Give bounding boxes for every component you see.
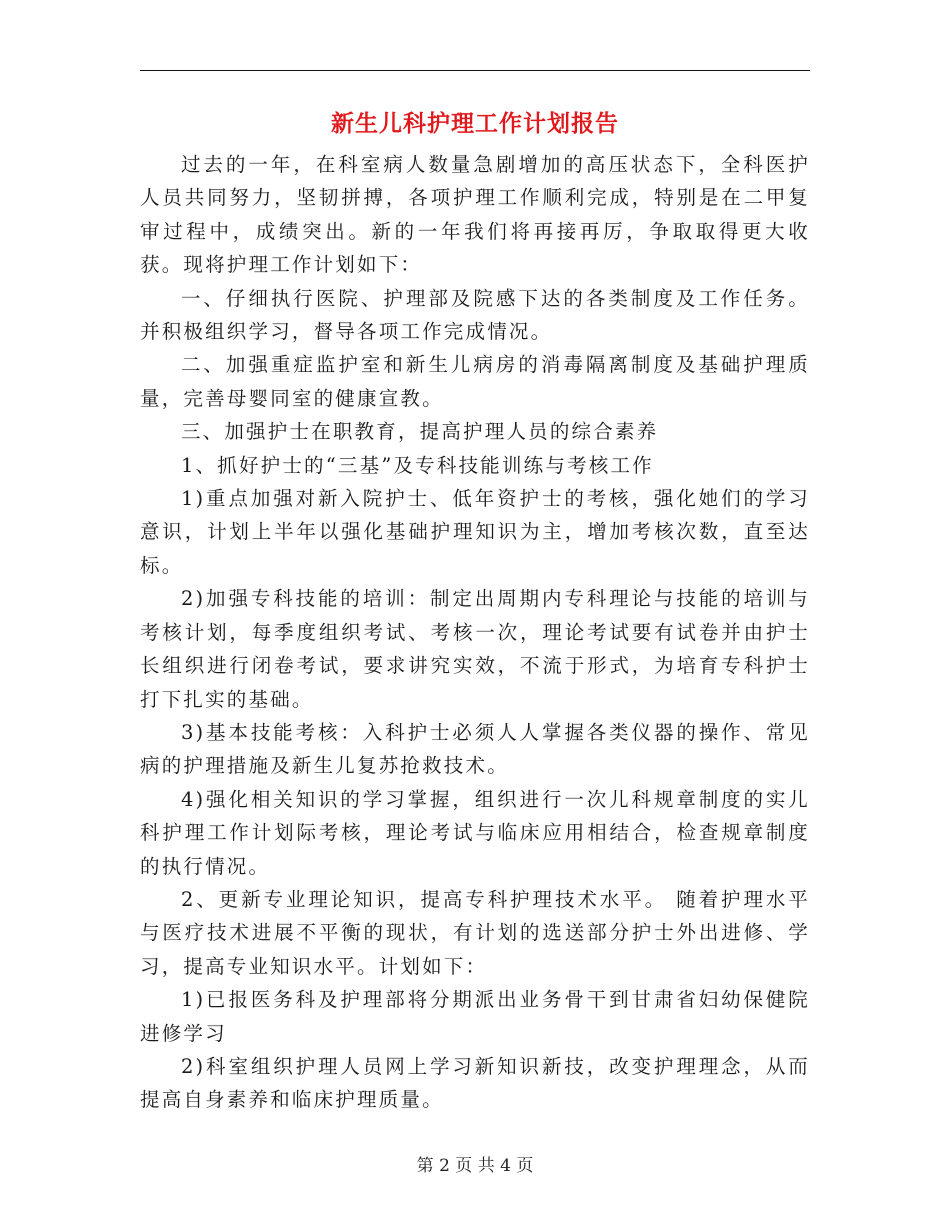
paragraph-section-2: 二、加强重症监护室和新生儿病房的消毒隔离制度及基础护理质量，完善母婴同室的健康宣教。 bbox=[140, 353, 810, 410]
header-rule bbox=[140, 70, 810, 71]
paragraph-item-1-1: 1)重点加强对新入院护士、低年资护士的考核，强化她们的学习意识，计划上半年以强化基础护理知识为主，增加考核次数，直至达标。 bbox=[140, 487, 810, 577]
paragraph-section-3: 三、加强护士在职教育，提高护理人员的综合素养 bbox=[180, 420, 659, 444]
paragraph-item-2-1: 1)已报医务科及护理部将分期派出业务骨干到甘肃省妇幼保健院进修学习 bbox=[140, 988, 810, 1045]
paragraph-item-1-2: 2)加强专科技能的培训：制定出周期内专科理论与技能的培训与考核计划，每季度组织考试、考核一次，理论考试要有试卷并由护士长组织进行闭卷考试，要求讲究实效，不流于形式，为培育专科护士打下扎实的基础。 bbox=[140, 587, 810, 711]
page-number-footer: 第 2 页 共 4 页 bbox=[416, 1156, 534, 1176]
paragraph-item-1-3: 3)基本技能考核：入科护士必须人人掌握各类仪器的操作、常见病的护理措施及新生儿复苏抢救技术。 bbox=[140, 720, 810, 778]
paragraph-section-1: 一、仔细执行医院、护理部及院感下达的各类制度及工作任务。并积极组织学习，督导各项工作完成情况。 bbox=[140, 286, 810, 344]
paragraph-item-1-4: 4)强化相关知识的学习掌握，组织进行一次儿科规章制度的实儿科护理工作计划际考核，理论考试与临床应用相结合，检查规章制度的执行情况。 bbox=[140, 787, 810, 878]
paragraph-item-2: 2、更新专业理论知识，提高专科护理技术水平。 随着护理水平与医疗技术进展不平衡的现状，有计划的选送部分护士外出进修、学习，提高专业知识水平。计划如下： bbox=[140, 887, 810, 978]
paragraph-item-2-2: 2)科室组织护理人员网上学习新知识新技，改变护理理念，从而提高自身素养和临床护理质量。 bbox=[140, 1054, 810, 1112]
paragraph-intro: 过去的一年，在科室病人数量急剧增加的高压状态下，全科医护人员共同努力，坚韧拼搏，各项护理工作顺利完成，特别是在二甲复审过程中，成绩突出。新的一年我们将再接再厉，争取取得更大收获。现将护理工作计划如下： bbox=[140, 153, 810, 277]
document-body bbox=[140, 148, 810, 1117]
paragraph-item-1: 1、抓好护士的“三基”及专科技能训练与考核工作 bbox=[180, 453, 654, 477]
document-title: 新生儿科护理工作计划报告 bbox=[331, 110, 619, 137]
